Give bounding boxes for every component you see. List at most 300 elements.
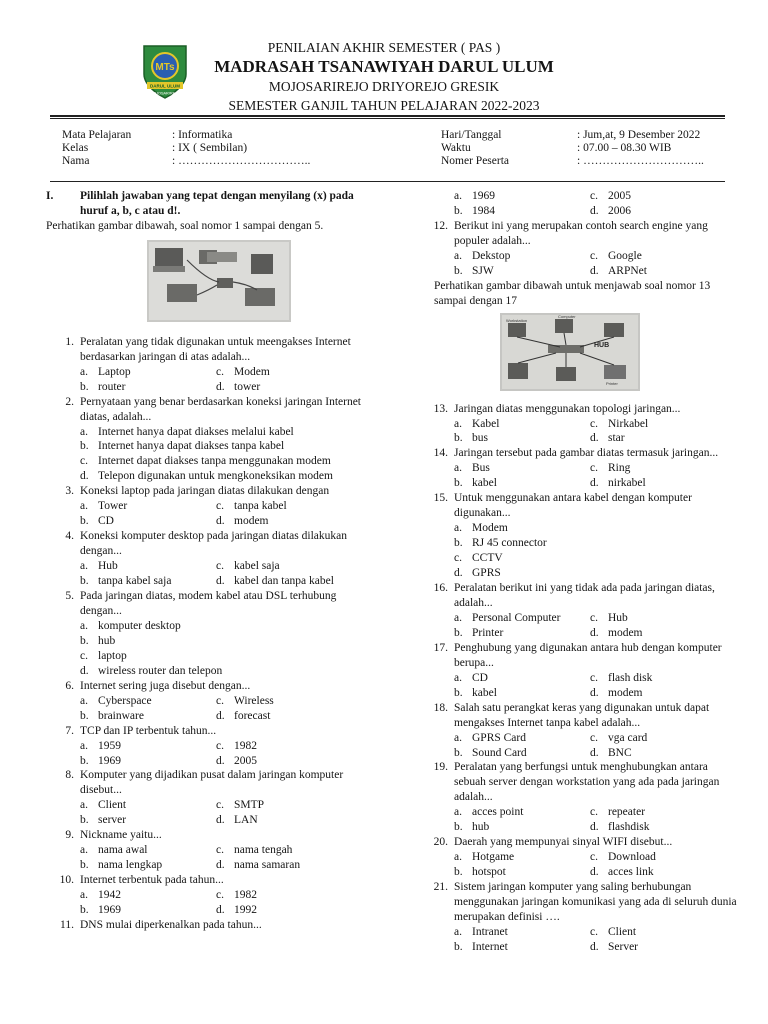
option-text: Server [608,940,639,953]
right-column [420,189,740,955]
answer-option[interactable] [590,417,740,432]
questions-right-bottom [420,402,740,955]
option-letter: d. [216,709,225,722]
answer-option[interactable] [590,671,740,686]
question-number: 4. [65,530,74,543]
option-letter: b. [454,477,463,490]
question-number: 21. [433,881,448,894]
answer-options [80,499,366,529]
question-number: 15. [433,492,448,505]
option-text: Internet hanya dapat diakses tanpa kabel [98,440,285,453]
option-letter: d. [216,575,225,588]
answer-option[interactable] [216,798,366,813]
answer-option[interactable] [80,365,216,380]
option-letter: c. [590,671,598,684]
answer-option[interactable] [454,521,740,536]
option-text: modem [608,626,643,639]
question-number: 17. [433,641,448,654]
option-text: Tower [98,500,128,513]
question-text: TCP dan IP terbentuk tahun... [80,724,217,737]
answer-option[interactable] [590,865,740,880]
answer-option[interactable] [80,499,216,514]
exam-header [0,38,768,115]
option-text: Hub [98,560,118,573]
answer-option[interactable] [454,611,590,626]
answer-option[interactable] [80,634,366,649]
option-text: Dekstop [472,249,511,262]
option-text: Printer [472,626,504,639]
option-text: tanpa kabel saja [98,575,172,588]
answer-option[interactable] [216,380,366,395]
option-letter: a. [454,671,462,684]
option-letter: c. [216,739,224,752]
answer-option[interactable] [216,754,366,769]
answer-option[interactable] [454,536,740,551]
option-text: router [98,380,126,393]
info-value: : Informatika [172,129,233,141]
info-left [62,129,310,168]
question-number: 1. [65,335,74,348]
option-text: Client [608,925,637,938]
answer-options [80,739,366,769]
option-letter: d. [216,754,225,767]
option-letter: b. [80,814,89,827]
answer-option[interactable] [80,439,366,454]
answer-options [454,611,740,641]
instruction-text-2: Perhatikan gambar dibawah untuk menjawab soal nomor 13 sampai dengan 17 [434,279,711,307]
question [420,446,740,461]
option-text: 1984 [472,204,495,217]
answer-option[interactable] [454,865,590,880]
question-text: Koneksi komputer desktop pada jaringan diatas dilakukan dengan... [80,530,347,558]
option-letter: b. [80,575,89,588]
question [46,335,366,365]
answer-option[interactable] [80,664,366,679]
option-letter: c. [590,462,598,475]
option-letter: c. [590,925,598,938]
option-text: acces point [472,806,524,819]
participant-number-field[interactable]: : ………………………….. [577,155,704,167]
answer-option[interactable] [454,925,590,940]
info-row-subject [62,129,310,142]
answer-option[interactable] [454,671,590,686]
option-letter: c. [216,365,224,378]
question-number: 20. [433,836,448,849]
answer-option[interactable] [590,805,740,820]
answer-option[interactable] [80,619,366,634]
question [46,768,366,798]
question-number: 2. [65,395,74,408]
answer-option[interactable] [590,204,740,219]
option-letter: d. [80,470,89,483]
option-letter: d. [590,432,599,445]
question-text: Untuk menggunakan antara kabel dengan komputer digunakan... [454,492,692,520]
question-number: 19. [433,761,448,774]
option-letter: d. [216,904,225,917]
option-letter: c. [454,552,462,565]
option-letter: a. [454,417,462,430]
answer-option[interactable] [216,574,366,589]
question [46,395,366,425]
option-letter: c. [216,844,224,857]
answer-option[interactable] [216,843,366,858]
option-text: Telepon digunakan untuk mengkoneksikan modem [98,470,333,483]
question [46,589,366,619]
option-letter: a. [454,925,462,938]
answer-option[interactable] [216,694,366,709]
question-number: 14. [433,447,448,460]
answer-option[interactable] [454,551,740,566]
question-text: Internet sering juga disebut dengan... [80,679,251,692]
option-letter: a. [80,739,88,752]
answer-option[interactable] [454,204,590,219]
option-letter: a. [80,560,88,573]
question-text: Peralatan berikut ini yang tidak ada pada jaringan diatas, adalah... [454,582,715,609]
answer-options [80,694,366,724]
school-address: MOJOSARIREJO DRIYOREJO GRESIK [268,79,500,94]
option-letter: a. [454,731,462,744]
option-letter: d. [590,866,599,879]
option-letter: a. [454,806,462,819]
option-letter: c. [80,455,88,468]
option-text: nama lengkap [98,859,163,872]
option-text: nama awal [98,844,148,857]
option-letter: d. [590,821,599,834]
answer-options [454,850,740,880]
question-number: 18. [433,701,448,714]
answer-option[interactable] [454,566,740,581]
section-heading [46,189,366,219]
answer-option[interactable] [590,264,740,279]
answer-options [80,365,366,395]
option-letter: a. [80,365,88,378]
answer-option[interactable] [590,686,740,701]
question-number: 11. [60,918,74,931]
answer-option[interactable] [454,940,590,955]
question-number: 13. [433,402,448,415]
question-text: Pernyataan yang benar berdasarkan koneksi jaringan Internet diatas, adalah... [80,395,361,423]
option-text: laptop [98,649,127,662]
option-letter: a. [454,190,462,202]
question [420,491,740,521]
option-text: 2005 [234,754,257,767]
answer-option[interactable] [590,626,740,641]
option-text: 1969 [98,754,121,767]
answer-option[interactable] [590,925,740,940]
option-text: LAN [234,814,258,827]
section-title: Pilihlah jawaban yang tepat dengan menyilang (x) pada huruf a, b, c atau d!. [80,190,354,217]
question-text: Pada jaringan diatas, modem kabel atau DSL terhubung dengan... [80,590,337,617]
answer-option[interactable] [590,431,740,446]
answer-option[interactable] [590,746,740,761]
question-number: 16. [433,582,448,595]
option-letter: b. [80,709,89,722]
question-number: 6. [65,679,74,692]
info-label: Nomer Peserta [441,155,510,167]
answer-option[interactable] [80,514,216,529]
answer-option[interactable] [590,461,740,476]
answer-option[interactable] [80,739,216,754]
option-text: Hotgame [472,851,515,864]
option-letter: b. [80,859,89,872]
answer-option[interactable] [454,461,590,476]
answer-option[interactable] [216,888,366,903]
answer-option[interactable] [590,249,740,264]
option-text: Kabel [472,417,500,430]
option-text: Nirkabel [608,417,649,430]
option-text: Wireless [234,694,274,707]
option-text: server [98,814,127,827]
option-text: kabel dan tanpa kabel [234,575,334,588]
printer-label: Printer [606,380,618,386]
school-logo-icon [140,40,190,100]
answer-option[interactable] [216,739,366,754]
answer-option[interactable] [216,858,366,873]
answer-option[interactable] [80,425,366,440]
answer-option[interactable] [80,798,216,813]
option-text: Ring [608,462,631,475]
answer-option[interactable] [216,813,366,828]
questions-left [46,335,366,933]
answer-options [80,559,366,589]
option-text: 1982 [234,739,257,752]
answer-option[interactable] [80,380,216,395]
question [46,484,366,499]
option-letter: d. [590,746,599,759]
answer-option[interactable] [80,574,216,589]
answer-option[interactable] [454,431,590,446]
question-text: Komputer yang dijadikan pusat dalam jaringan komputer disebut... [80,769,344,797]
answer-option[interactable] [590,611,740,626]
answer-option[interactable] [80,858,216,873]
option-text: CD [472,671,488,684]
option-letter: c. [590,249,598,262]
option-text: 2005 [608,190,631,202]
answer-option[interactable] [216,559,366,574]
question-number: 7. [65,724,74,737]
option-text: bus [472,432,488,445]
answer-option[interactable] [454,264,590,279]
answer-option[interactable] [454,249,590,264]
question [420,701,740,731]
section-number: I. [46,190,54,202]
option-text: GPRS [472,567,501,580]
answer-option[interactable] [590,940,740,955]
option-text: BNC [608,746,632,759]
question-number: 10. [59,874,74,887]
answer-option[interactable] [454,686,590,701]
hub-label: HUB [594,341,610,349]
answer-option[interactable] [454,189,590,204]
option-text: nama tengah [234,844,293,857]
question [46,679,366,694]
answer-option[interactable] [590,189,740,204]
option-text: SJW [472,264,494,277]
answer-option[interactable] [80,888,216,903]
option-text: Modem [472,522,508,535]
answer-option[interactable] [216,365,366,380]
option-letter: b. [80,440,89,453]
answer-option[interactable] [80,709,216,724]
left-column [46,189,366,933]
option-text: star [608,432,625,445]
answer-options [80,619,366,679]
option-text: Client [98,799,127,812]
answer-option[interactable] [80,903,216,918]
option-letter: d. [216,859,225,872]
info-label: Waktu [441,142,471,154]
answer-option[interactable] [454,805,590,820]
info-row-time [441,142,704,155]
answer-option[interactable] [454,850,590,865]
option-text: acces link [608,866,654,879]
answer-option[interactable] [80,813,216,828]
option-text: 1959 [98,739,121,752]
option-letter: b. [454,821,463,834]
answer-option[interactable] [590,850,740,865]
questions-right-top [420,189,740,279]
answer-options [80,843,366,873]
question [420,219,740,249]
info-row-date [441,129,704,142]
option-text: brainware [98,709,144,722]
question [46,724,366,739]
option-text: Internet [472,940,508,953]
question-text: Peralatan yang tidak digunakan untuk meengakses Internet berdasarkan jaringan di atas adalah... [80,335,351,363]
question-number: 3. [65,485,74,498]
answer-option[interactable] [80,694,216,709]
option-text: forecast [234,709,271,722]
option-letter: a. [80,844,88,857]
option-text: 1982 [234,889,257,902]
option-text: 2006 [608,204,631,217]
logo-text: MTs [155,62,175,73]
question-text: Daerah yang mempunyai sinyal WIFI disebut... [454,836,673,849]
header-rule-thin [50,118,725,119]
answer-option[interactable] [80,559,216,574]
option-text: vga card [608,731,648,744]
info-rule [50,181,725,182]
answer-option[interactable] [80,843,216,858]
option-letter: b. [454,626,463,639]
answer-option[interactable] [216,709,366,724]
option-text: Modem [234,365,270,378]
info-row-class [62,142,310,155]
option-letter: b. [454,940,463,953]
answer-option[interactable] [454,731,590,746]
question [420,641,740,671]
answer-option[interactable] [454,820,590,835]
option-letter: d. [590,626,599,639]
option-letter: b. [454,204,463,217]
question-text: Sistem jaringan komputer yang saling berhubungan menggunakan jaringan komunikasi yang ada di seluruh dunia merupakan definisi …. [454,881,737,923]
option-letter: b. [80,515,89,528]
option-text: hub [472,821,490,834]
question [46,918,366,933]
option-letter: c. [590,190,598,202]
answer-options [454,521,740,581]
question [420,402,740,417]
option-text: CD [98,515,114,528]
option-letter: a. [454,522,462,535]
option-letter: c. [216,560,224,573]
option-text: kabel [472,477,497,490]
option-text: 1992 [234,904,257,917]
info-row-name [62,155,310,168]
option-text: hotspot [472,866,506,879]
option-text: tanpa kabel [234,500,287,513]
option-letter: c. [216,889,224,902]
option-text: Laptop [98,365,131,378]
answer-option[interactable] [80,469,366,484]
info-row-participant [441,155,704,168]
option-text: modem [234,515,269,528]
instruction-text: Perhatikan gambar dibawah, soal nomor 1 sampai dengan 5. [46,219,324,232]
computer-label: Computer [558,313,576,319]
option-text: GPRS Card [472,731,526,744]
header-rule-thick [50,115,725,117]
answer-option[interactable] [454,746,590,761]
option-text: repeater [608,806,646,819]
question-number: 5. [65,590,74,603]
option-letter: d. [590,686,599,699]
workstation-label: Workstation [506,317,528,323]
answer-option[interactable] [590,731,740,746]
answer-option[interactable] [216,514,366,529]
option-letter: a. [80,694,88,707]
question-text: Nickname yaitu... [80,829,162,842]
option-text: Internet dapat diakses tanpa menggunakan modem [98,455,331,468]
answer-option[interactable] [216,499,366,514]
option-text: ARPNet [608,264,647,277]
answer-option[interactable] [590,820,740,835]
question [420,880,740,925]
answer-options [454,925,740,955]
logo-sub-text: MOJOSARIREJO [150,91,180,96]
question [46,873,366,888]
answer-option[interactable] [454,626,590,641]
answer-options [454,417,740,447]
option-letter: a. [80,425,88,438]
option-text: komputer desktop [98,619,181,632]
question-text: Salah satu perangkat keras yang digunakan untuk dapat mengakses Internet tanpa kabel adalah... [454,701,710,729]
answer-option[interactable] [80,454,366,469]
option-letter: d. [216,380,225,393]
option-text: Bus [472,462,490,475]
exam-title: PENILAIAN AKHIR SEMESTER ( PAS ) [267,40,501,55]
question [46,529,366,559]
answer-option[interactable] [80,754,216,769]
answer-option[interactable] [454,476,590,491]
option-letter: d. [216,515,225,528]
option-letter: a. [80,799,88,812]
answer-option[interactable] [216,903,366,918]
name-field[interactable]: : …………………………….. [172,155,311,167]
answer-options [454,805,740,835]
option-letter: a. [80,889,88,902]
answer-option[interactable] [454,417,590,432]
answer-option[interactable] [80,649,366,664]
option-text: tower [234,380,261,393]
option-letter: d. [454,567,463,580]
option-letter: d. [590,264,599,277]
info-label: Mata Pelajaran [62,129,132,141]
question-number: 8. [65,769,74,782]
option-letter: d. [590,204,599,217]
option-text: RJ 45 connector [472,537,547,550]
info-label: Nama [62,155,90,167]
answer-option[interactable] [590,476,740,491]
